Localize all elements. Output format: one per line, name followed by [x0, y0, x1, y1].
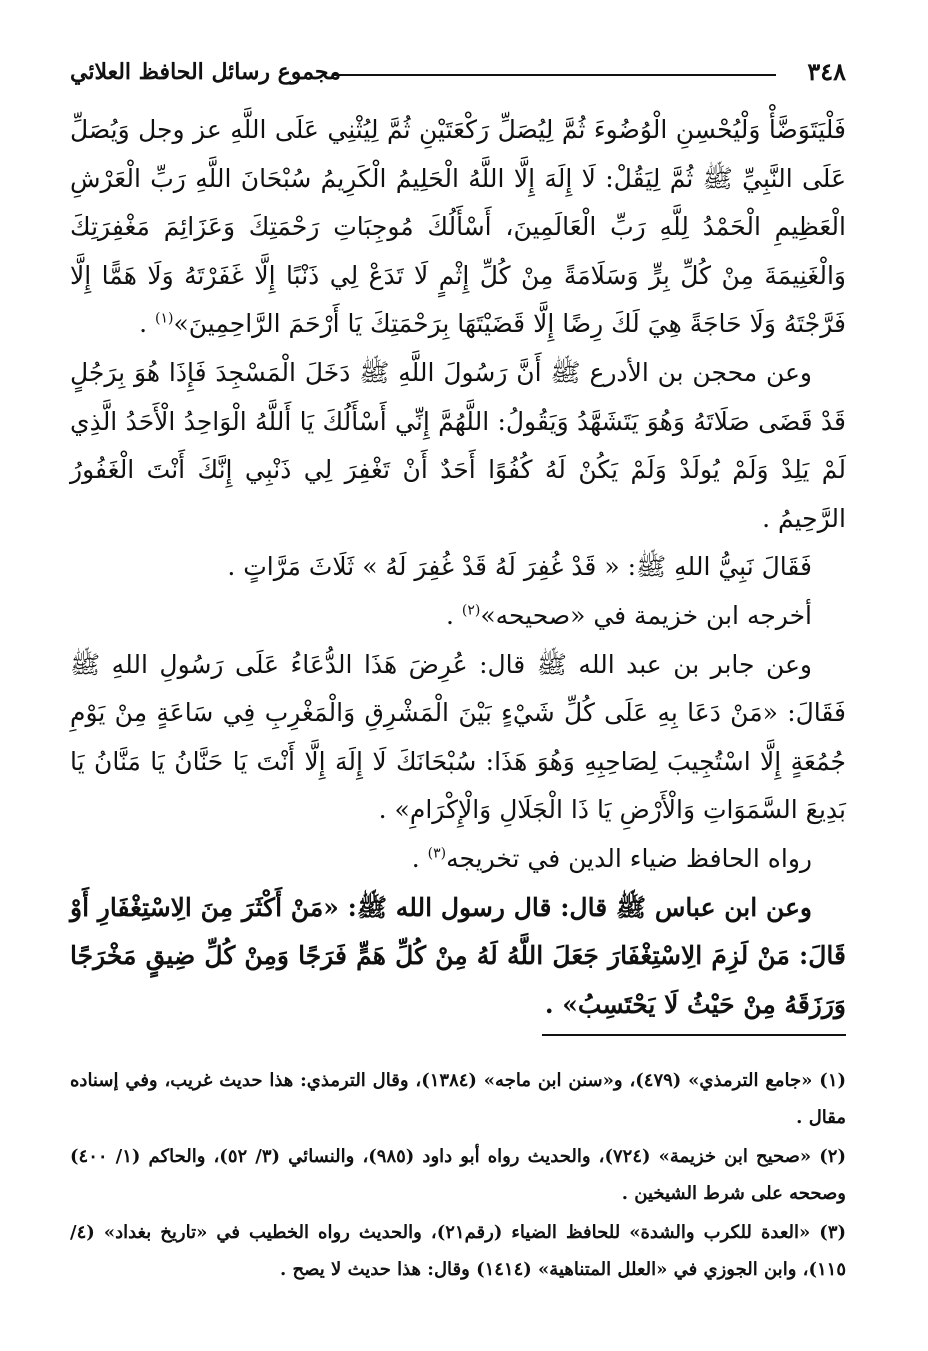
paragraph-2: وعن محجن بن الأدرع ﷺ أَنَّ رَسُولَ اللَّهِ ﷺ دَخَلَ الْمَسْجِدَ فَإِذَا هُوَ بِرَجُلٍ قَدْ قَضَى صَلَاتَهُ وَهُوَ يَتَشَهَّدُ وَيَقُولُ: اللَّهُمَّ إِنِّي أَسْأَلُكَ يَا أَللَّهُ الْوَاحِدُ الْأَحَدُ الَّذِي لَمْ يَلِدْ وَلَمْ يُولَدْ وَلَمْ يَكُنْ لَهُ كُفُوًا أَحَدٌ أَنْ تَغْفِرَ لِي ذَنْبِي إِنَّكَ أَنْتَ الْغَفُورُ الرَّحِيمُ .	[70, 357, 846, 533]
paragraph-6-end: .	[411, 843, 428, 873]
paragraph-4	[70, 592, 846, 641]
footnote-2: (٢) «صحيح ابن خزيمة» (٧٢٤)، والحديث رواه أبو داود (٩٨٥)، والنسائي (٣/ ٥٢)، والحاكم (١/ ٤٠٠) وصححه على شرط الشيخين .	[70, 1146, 846, 1204]
paragraph-4-end: .	[445, 600, 462, 630]
footnote-separator	[542, 1034, 846, 1036]
footnote-ref-3: (٣)	[427, 845, 447, 862]
footnote-ref-1: (١)	[154, 311, 174, 328]
paragraph-4-text: أخرجه ابن خزيمة في «صحيحه»	[480, 600, 812, 630]
paragraph-1-end: .	[139, 309, 155, 339]
page-number: ٣٤٨	[807, 57, 846, 86]
paragraph-1	[70, 106, 846, 349]
paragraph-3: فَقَالَ نَبِيُّ اللهِ ﷺ: « قَدْ غُفِرَ لَهُ قَدْ غُفِرَ لَهُ » ثَلَاثَ مَرَّاتٍ .	[227, 552, 812, 582]
running-title: مجموع رسائل الحافظ العلائي	[70, 59, 341, 85]
footnote-1: (١) «جامع الترمذي» (٤٧٩)، و«سنن ابن ماجه» (١٣٨٤)، وقال الترمذي: هذا حديث غريب، وفي إسناده مقال .	[70, 1070, 847, 1128]
paragraph-5: وعن جابر بن عبد الله ﷺ قال: عُرِضَ هَذَا الدُّعَاءُ عَلَى رَسُولِ اللهِ ﷺ فَقَالَ: «مَنْ دَعَا بِهِ عَلَى كُلِّ شَيْءٍ بَيْنَ الْمَشْرِقِ وَالْمَغْرِبِ فِي سَاعَةٍ مِنْ يَوْمِ جُمُعَةٍ إِلَّا اسْتُجِيبَ لِصَاحِبِهِ وَهُوَ هَذَا: سُبْحَانَكَ لَا إِلَهَ إِلَّا أَنْتَ يَا حَنَّانُ يَا مَنَّانُ يَا بَدِيعَ السَّمَوَاتِ وَالْأَرْضِ يَا ذَا الْجَلَالِ وَالْإِكْرَامِ» .	[70, 649, 846, 825]
paragraph-6-text: رواه الحافظ ضياء الدين في تخريجه	[446, 843, 812, 873]
header-rule	[332, 74, 776, 76]
page-header	[70, 52, 846, 92]
footnote-3: (٣) «العدة للكرب والشدة» للحافظ الضياء (رقم٢١)، والحديث رواه الخطيب في «تاريخ بغداد» (٤/ ١١٥)، وابن الجوزي في «العلل المتناهية» (١٤١٤) وقال: هذا حديث لا يصح .	[70, 1222, 847, 1280]
paragraph-6	[70, 835, 846, 884]
footnotes	[70, 1062, 846, 1290]
paragraph-7: وعن ابن عباس ﷺ قال: قال رسول الله ﷺ: «مَنْ أَكْثَرَ مِنَ الِاسْتِغْفَارِ أَوْ قَالَ: مَنْ لَزِمَ الِاسْتِغْفَارَ جَعَلَ اللَّهُ لَهُ مِنْ كُلِّ هَمٍّ فَرَجًا وَمِنْ كُلِّ ضِيقٍ مَخْرَجًا وَرَزَقَهُ مِنْ حَيْثُ لَا يَحْتَسِبُ» .	[70, 892, 846, 1019]
paragraph-1-text: فَلْيَتَوَضَّأْ وَلْيُحْسِنِ الْوُضُوءَ ثُمَّ لِيُصَلِّ رَكْعَتَيْنِ ثُمَّ لِيُثْنِي عَلَى اللَّهِ عز وجل وَيُصَلِّ عَلَى النَّبِيِّ ﷺ ثُمَّ لِيَقُلْ: لَا إِلَهَ إِلَّا اللَّهُ الْحَلِيمُ الْكَرِيمُ سُبْحَانَ اللَّهِ رَبِّ الْعَرْشِ الْعَظِيمِ الْحَمْدُ لِلَّهِ رَبِّ الْعَالَمِينَ، أَسْأَلُكَ مُوجِبَاتِ رَحْمَتِكَ وَعَزَائِمَ مَغْفِرَتِكَ وَالْغَنِيمَةَ مِنْ كُلِّ بِرٍّ وَسَلَامَةً مِنْ كُلِّ إِثْمٍ لَا تَدَعْ لِي ذَنْبًا إِلَّا غَفَرْتَهُ وَلَا هَمًّا إِلَّا فَرَّجْتَهُ وَلَا حَاجَةً هِيَ لَكَ رِضًا إِلَّا قَضَيْتَهَا بِرَحْمَتِكَ يَا أَرْحَمَ الرَّاحِمِينَ»	[70, 115, 846, 339]
footnote-ref-2: (٢)	[461, 602, 481, 619]
main-text	[70, 106, 846, 1029]
